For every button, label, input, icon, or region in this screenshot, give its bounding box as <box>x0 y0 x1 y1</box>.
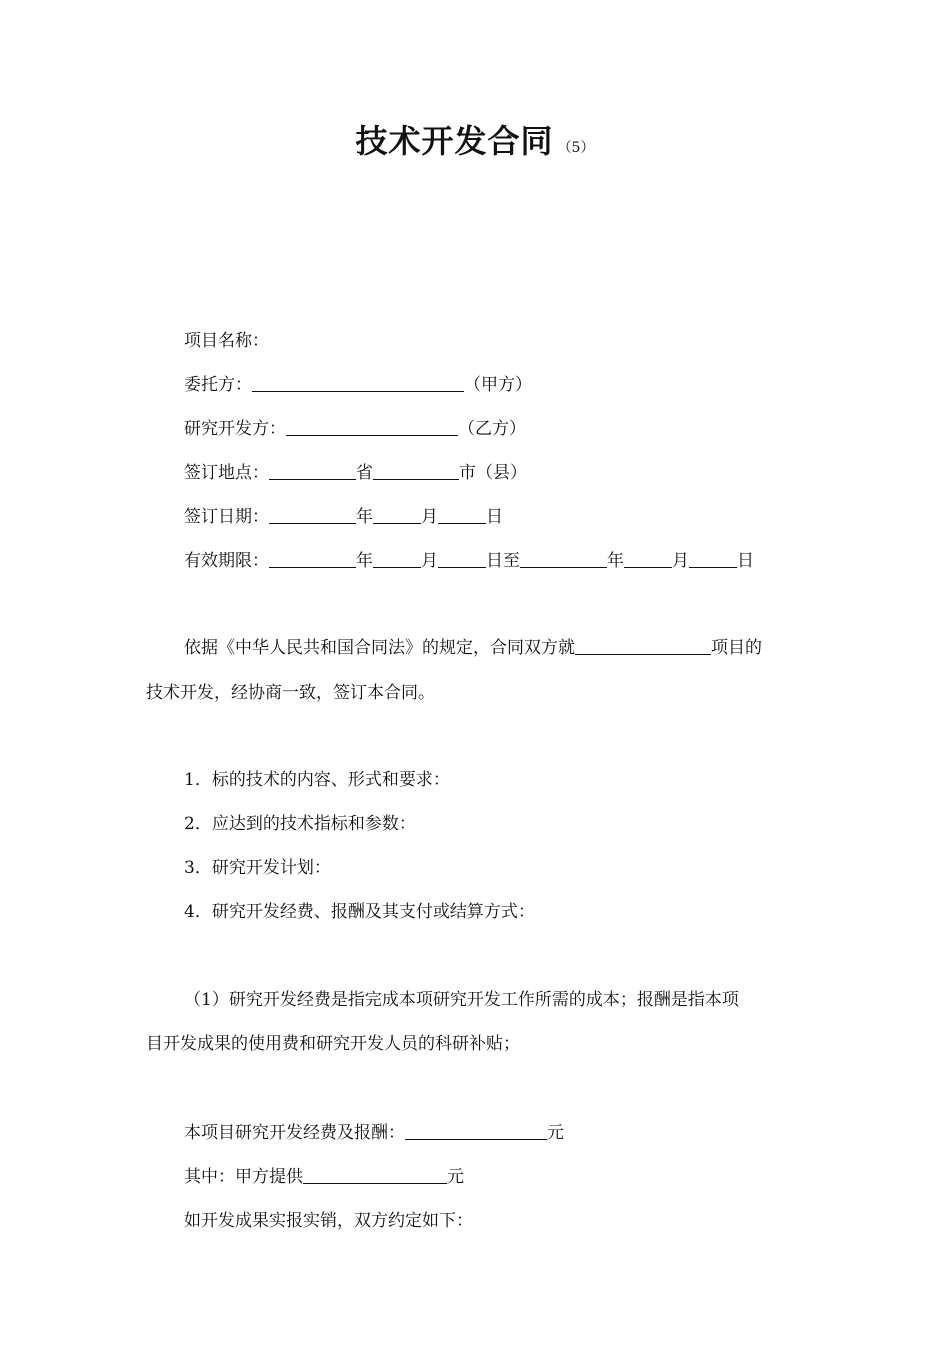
party-a-funding-blank[interactable] <box>303 1167 447 1184</box>
date-month-text: 月 <box>421 507 438 527</box>
project-name-line <box>184 331 269 351</box>
clause-1-line-2: 目开发成果的使用费和研究开发人员的科研补贴； <box>146 1034 520 1054</box>
end-year-text: 年 <box>607 551 624 571</box>
end-year-blank[interactable] <box>520 551 607 568</box>
date-year-text: 年 <box>356 507 373 527</box>
start-day-blank[interactable] <box>438 551 486 568</box>
funding-total-unit: 元 <box>547 1123 564 1143</box>
title-main: 技术开发合同 <box>355 122 554 160</box>
end-month-blank[interactable] <box>624 551 672 568</box>
city-text: 市（县） <box>459 463 527 483</box>
developer-blank[interactable] <box>286 419 458 436</box>
item-1: 1．标的技术的内容、形式和要求： <box>184 770 450 790</box>
validity-line <box>184 551 754 571</box>
date-day-text: 日 <box>486 507 503 527</box>
intro-project-blank[interactable] <box>575 638 711 655</box>
title-number: （5） <box>557 140 595 156</box>
intro-text-b: 项目的 <box>711 638 762 658</box>
intro-line-2: 技术开发，经协商一致，签订本合同。 <box>146 683 435 703</box>
project-name-label: 项目名称： <box>184 331 269 351</box>
client-suffix: （甲方） <box>464 375 532 395</box>
date-line <box>184 507 503 527</box>
end-day-text: 日 <box>737 551 754 571</box>
date-month-blank[interactable] <box>373 507 421 524</box>
client-label: 委托方： <box>184 375 252 395</box>
province-text: 省 <box>356 463 373 483</box>
client-blank[interactable] <box>252 375 464 392</box>
start-month-blank[interactable] <box>373 551 421 568</box>
place-label: 签订地点： <box>184 463 269 483</box>
end-month-text: 月 <box>672 551 689 571</box>
date-year-blank[interactable] <box>269 507 356 524</box>
intro-text-a: 依据《中华人民共和国合同法》的规定，合同双方就 <box>184 638 575 658</box>
document-title <box>0 116 950 162</box>
funding-total-blank[interactable] <box>405 1123 547 1140</box>
validity-label: 有效期限： <box>184 551 269 571</box>
start-day-to-text: 日至 <box>486 551 520 571</box>
province-blank[interactable] <box>269 463 356 480</box>
start-year-text: 年 <box>356 551 373 571</box>
start-year-blank[interactable] <box>269 551 356 568</box>
item-4: 4．研究开发经费、报酬及其支付或结算方式： <box>184 902 535 922</box>
end-day-blank[interactable] <box>689 551 737 568</box>
party-a-funding-unit: 元 <box>447 1167 464 1187</box>
place-line <box>184 463 527 483</box>
developer-line <box>184 419 526 439</box>
item-2: 2．应达到的技术指标和参数： <box>184 814 416 834</box>
clause-1-line-1: （1）研究开发经费是指完成本项研究开发工作所需的成本；报酬是指本项 <box>184 990 739 1010</box>
intro-line-1 <box>184 638 762 658</box>
party-a-funding-line <box>184 1167 464 1187</box>
developer-label: 研究开发方： <box>184 419 286 439</box>
date-label: 签订日期： <box>184 507 269 527</box>
funding-total-line <box>184 1123 564 1143</box>
item-3: 3．研究开发计划： <box>184 858 331 878</box>
developer-suffix: （乙方） <box>458 419 526 439</box>
funding-total-label: 本项目研究开发经费及报酬： <box>184 1123 405 1143</box>
city-blank[interactable] <box>373 463 459 480</box>
client-line <box>184 375 532 395</box>
start-month-text: 月 <box>421 551 438 571</box>
date-day-blank[interactable] <box>438 507 486 524</box>
party-a-funding-label: 其中：甲方提供 <box>184 1167 303 1187</box>
reimburse-line: 如开发成果实报实销，双方约定如下： <box>184 1211 473 1231</box>
